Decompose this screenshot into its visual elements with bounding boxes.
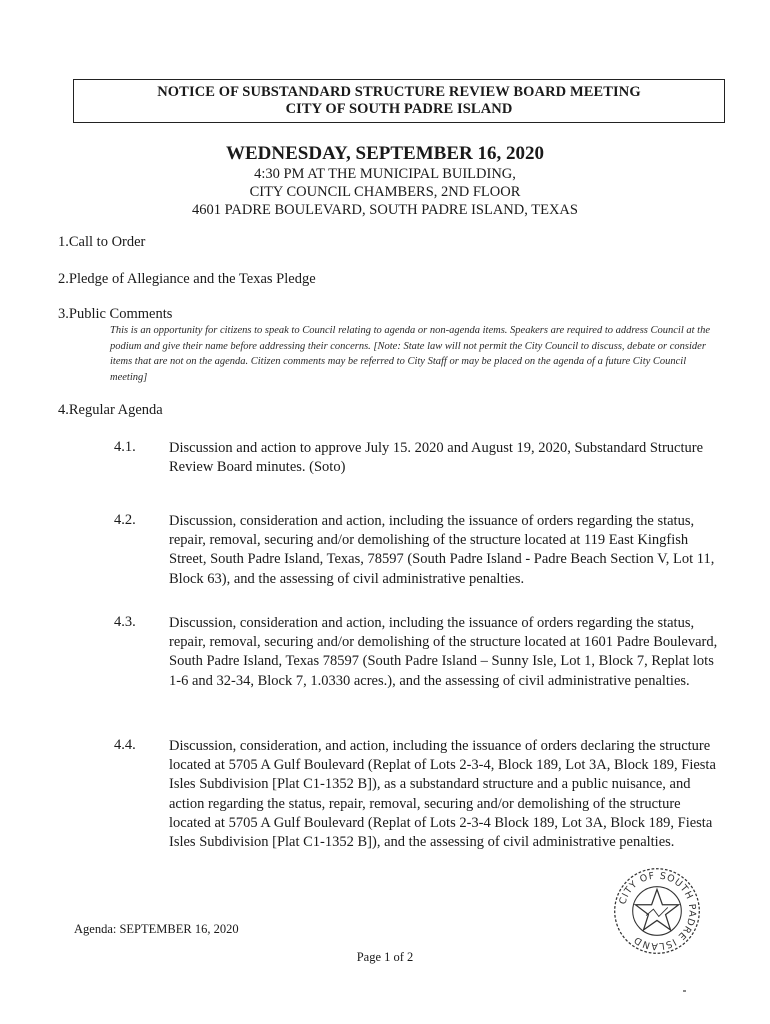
footer-agenda-date: Agenda: SEPTEMBER 16, 2020 <box>74 922 239 936</box>
meeting-time-location: 4:30 PM AT THE MUNICIPAL BUILDING, <box>254 166 516 182</box>
notice-title-box <box>73 79 725 123</box>
svg-text:CITY OF SOUTH PADRE ISLAND: CITY OF SOUTH PADRE ISLAND <box>617 870 698 952</box>
agenda-item-public-comments: 3.Public Comments <box>58 306 173 322</box>
agenda-item-pledge: 2.Pledge of Allegiance and the Texas Pledge <box>58 271 316 287</box>
notice-title: NOTICE OF SUBSTANDARD STRUCTURE REVIEW BOARD MEETING <box>157 84 641 100</box>
sub-item-text: Discussion, consideration, and action, including the issuance of orders declaring the structure located at 5705 A Gulf Boulevard (Replat of Lots 2-3-4, Block 189, Lot 3A, Block 189, Fiesta Isles Subdivision [Plat C1-1352 B]), as a substandard structure and a public nuisance, and action regarding the status, repair, removal, securing and/or demolishing of the structure located at 5705 A Gulf Boulevard (Replat of Lots 2-3-4 Block 189, Lot 3A, Block 189, Fiesta Isles Subdivision [Plat C1-1352 B]), and the assessing of civil administrative penalties. <box>169 738 716 851</box>
meeting-room: CITY COUNCIL CHAMBERS, 2ND FLOOR <box>249 184 521 200</box>
sub-item-number: 4.2. <box>114 512 136 528</box>
sub-item-text: Discussion and action to approve July 15. 2020 and August 19, 2020, Substandard Structure Review Board minutes. (Soto) <box>169 440 704 476</box>
scan-speck <box>683 990 686 992</box>
meeting-date: WEDNESDAY, SEPTEMBER 16, 2020 <box>226 143 544 164</box>
public-comments-note: This is an opportunity for citizens to speak to Council relating to agenda or non-agenda items. Speakers are required to address Council at the podium and give their name before addressing their concerns. [Note: State law will not permit the City Council to discuss, debate or consider items that are not on the agenda. Citizen comments may be referred to City Staff or may be placed on the agenda of a future City Council meeting] <box>110 325 711 383</box>
sub-item-text: Discussion, consideration and action, including the issuance of orders regarding the status, repair, removal, securing and/or demolishing of the structure located at 1601 Padre Boulevard, South Padre Island, Texas 78597 (South Padre Island – Sunny Isle, Lot 1, Block 7, Replat lots 1-6 and 32-34, Block 7, 1.0330 acres.), and the assessing of civil administrative penalties. <box>169 615 718 689</box>
meeting-info <box>0 143 770 219</box>
agenda-item-call-to-order: 1.Call to Order <box>58 234 146 250</box>
city-name: CITY OF SOUTH PADRE ISLAND <box>285 101 513 117</box>
page-number: Page 1 of 2 <box>356 950 414 964</box>
sub-item-number: 4.3. <box>114 614 136 630</box>
sub-item-number: 4.1. <box>114 439 136 455</box>
sub-item-number: 4.4. <box>114 737 136 753</box>
city-seal-star-icon <box>612 866 702 956</box>
agenda-item-regular-agenda: 4.Regular Agenda <box>58 402 163 418</box>
sub-item-text: Discussion, consideration and action, including the issuance of orders regarding the status, repair, removal, securing and/or demolishing of the structure located at 119 East Kingfish Street, South Padre Island, Texas, 78597 (South Padre Island - Padre Beach Section V, Lot 11, Block 63), and the assessing of civil administrative penalties. <box>169 513 715 587</box>
meeting-address: 4601 PADRE BOULEVARD, SOUTH PADRE ISLAND, TEXAS <box>192 202 578 218</box>
